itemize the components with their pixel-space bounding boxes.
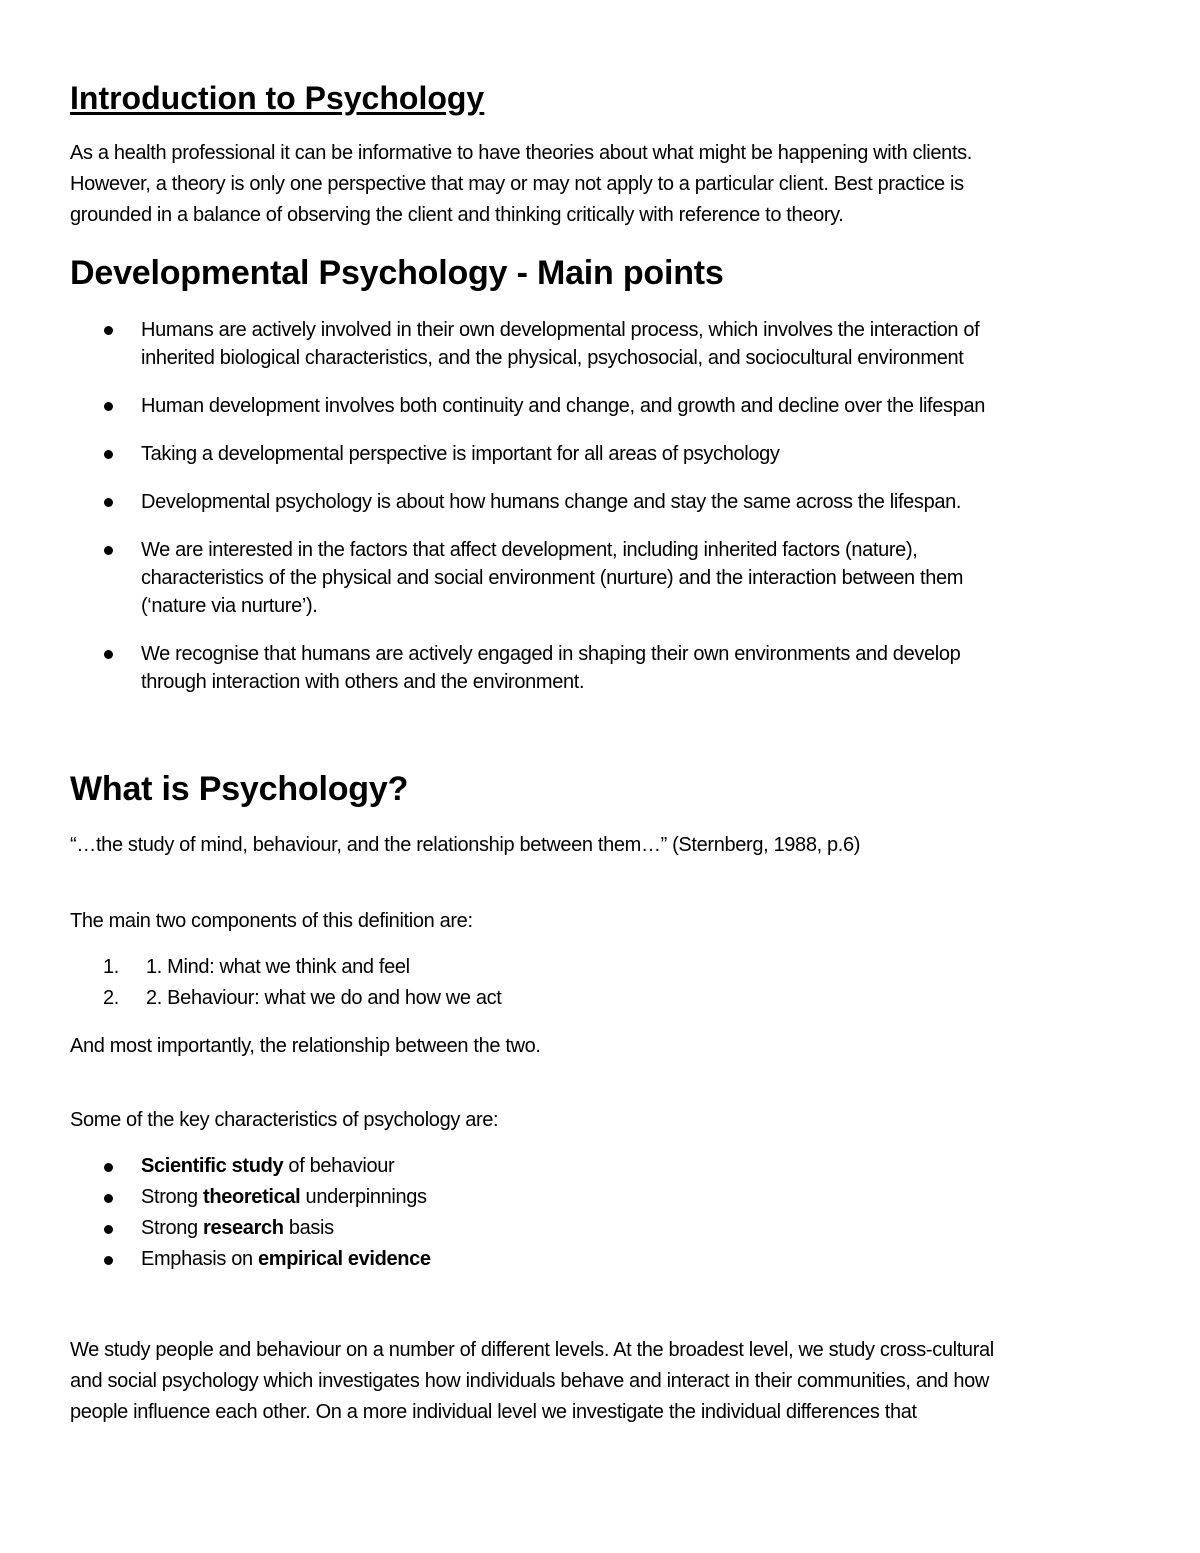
list-number: 2. [103,987,119,1009]
list-item [70,952,501,983]
bullet-icon [104,326,113,335]
list-item-text: of behaviour [283,1155,395,1177]
list-item-text: Emphasis on [141,1248,258,1270]
developmental-heading: Developmental Psychology - Main points [70,254,724,292]
list-item [70,440,985,468]
intro-line: However, a theory is only one perspective that may or may not apply to a particular client. Best practice is [70,173,964,195]
relationship-line: And most importantly, the relationship between the two. [70,1035,541,1057]
list-item-line: Human development involves both continuity and change, and growth and decline over the lifespan [141,395,985,417]
list-item-line: inherited biological characteristics, and the physical, psychosocial, and sociocultural environment [141,347,964,369]
definition-quote: “…the study of mind, behaviour, and the relationship between them…” (Sternberg, 1988, p.6) [70,834,861,856]
list-item-line: through interaction with others and the environment. [141,671,585,693]
levels-line: We study people and behaviour on a number of different levels. At the broadest level, we study cross-cultural [70,1339,994,1361]
list-item-emphasis: Scientific study [141,1155,284,1177]
what-is-psychology-heading: What is Psychology? [70,770,409,808]
list-item [70,1213,431,1244]
list-item [70,392,985,420]
intro-line: As a health professional it can be informative to have theories about what might be happening with clients. [70,142,973,164]
document-title: Introduction to Psychology [70,80,485,116]
characteristics-list [70,1151,431,1275]
list-item [70,1182,431,1213]
bullet-icon [104,650,113,659]
bullet-icon [104,546,113,555]
list-item-text: Strong [141,1186,204,1208]
list-item-line: We recognise that humans are actively engaged in shaping their own environments and develop [141,643,961,665]
list-item-text: 2. Behaviour: what we do and how we act [146,987,502,1009]
characteristics-intro: Some of the key characteristics of psychology are: [70,1109,499,1131]
list-item [70,1151,431,1182]
list-item-line: Developmental psychology is about how humans change and stay the same across the lifespan. [141,491,962,513]
list-item-emphasis: theoretical [203,1186,301,1208]
list-item-emphasis: empirical evidence [257,1248,431,1270]
levels-line: people influence each other. On a more individual level we investigate the individual differences that [70,1401,917,1423]
list-item-text: 1. Mind: what we think and feel [146,956,410,978]
list-item-text: basis [283,1217,334,1239]
intro-line: grounded in a balance of observing the client and thinking critically with reference to theory. [70,204,844,226]
levels-paragraph [70,1335,994,1428]
list-item [70,316,985,372]
intro-paragraph [70,138,972,231]
bullet-icon [104,450,113,459]
list-item-line: Humans are actively involved in their own developmental process, which involves the interaction of [141,319,980,341]
bullet-icon [104,1256,113,1265]
list-item-text: Strong [141,1217,204,1239]
list-item [70,983,501,1014]
bullet-icon [104,1225,113,1234]
list-item [70,1244,431,1275]
bullet-icon [104,402,113,411]
bullet-icon [104,1163,113,1172]
components-intro: The main two components of this definition are: [70,910,473,932]
levels-line: and social psychology which investigates how individuals behave and interact in their communities, and how [70,1370,989,1392]
bullet-icon [104,1194,113,1203]
list-item [70,640,985,696]
list-item-line: Taking a developmental perspective is important for all areas of psychology [141,443,780,465]
list-item-line: (‘nature via nurture’). [141,595,318,617]
list-number: 1. [103,956,119,978]
list-item-line: We are interested in the factors that affect development, including inherited factors (nature), [141,539,918,561]
list-item [70,488,985,516]
developmental-points-list [70,316,985,716]
list-item [70,536,985,620]
components-list [70,952,501,1014]
list-item-line: characteristics of the physical and social environment (nurture) and the interaction between them [141,567,964,589]
list-item-text: underpinnings [300,1186,427,1208]
list-item-emphasis: research [203,1217,284,1239]
bullet-icon [104,498,113,507]
